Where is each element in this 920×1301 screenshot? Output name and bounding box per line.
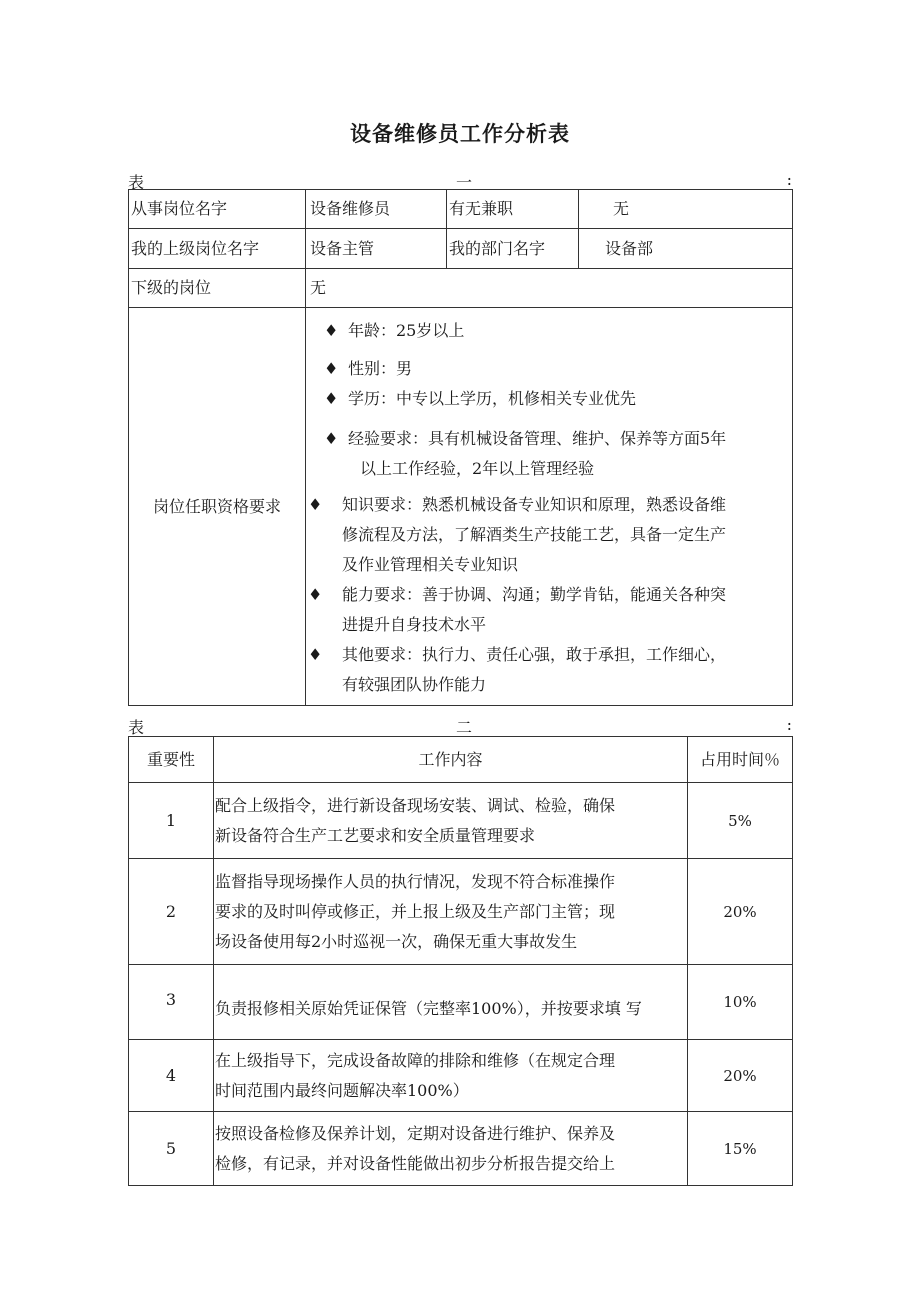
req-knowledge-cont1: 修流程及方法，了解酒类生产技能工艺，具备一定生产 xyxy=(342,524,727,544)
bullet-icon: ♦ xyxy=(324,388,339,408)
subordinate-value: 无 xyxy=(306,269,793,308)
req-age: 年龄：25岁以上 xyxy=(348,320,465,340)
header-time: 占用时间％ xyxy=(688,737,793,783)
req-gender: 性别：男 xyxy=(348,358,413,378)
content-line: 检修，有记录，并对设备性能做出初步分析报告提交给上 xyxy=(215,1153,616,1173)
content-line: 新设备符合生产工艺要求和安全质量管理要求 xyxy=(215,825,536,845)
caption-number: 二 xyxy=(456,718,473,737)
content-line: 负责报修相关原始凭证保管（完整率100%），并按要求填 写 xyxy=(215,999,642,1018)
content-line: 场设备使用每2小时巡视一次，确保无重大事故发生 xyxy=(215,931,578,951)
content-line: 按照设备检修及保养计划，定期对设备进行维护、保养及 xyxy=(215,1123,616,1143)
row-time: 15% xyxy=(688,1112,793,1186)
table-row xyxy=(129,1112,793,1186)
superior-label: 我的上级岗位名字 xyxy=(129,229,306,269)
part-time-value: 无 xyxy=(579,190,793,229)
req-ability: 能力要求：善于协调、沟通；勤学肯钻，能通关各种突 xyxy=(342,584,727,604)
req-other: 其他要求：执行力、责任心强，敢于承担，工作细心， xyxy=(342,644,727,664)
table2-caption xyxy=(128,715,792,735)
req-knowledge: 知识要求：熟悉机械设备专业知识和原理，熟悉设备维 xyxy=(342,494,727,514)
table1-caption xyxy=(128,170,792,190)
job-title-value: 设备维修员 xyxy=(306,190,447,229)
row-content xyxy=(214,783,688,859)
req-knowledge-cont2: 及作业管理相关专业知识 xyxy=(342,554,519,574)
part-time-label: 有无兼职 xyxy=(447,190,579,229)
job-title-label: 从事岗位名字 xyxy=(129,190,306,229)
table-row xyxy=(129,783,793,859)
department-label: 我的部门名字 xyxy=(447,229,579,269)
row-content xyxy=(214,965,688,1040)
page-title: 设备维修员工作分析表 xyxy=(350,122,570,146)
caption-prefix: 表 xyxy=(128,173,145,192)
bullet-icon: ♦ xyxy=(324,320,339,340)
content-line: 配合上级指令，进行新设备现场安装、调试、检验，确保 xyxy=(215,795,616,815)
department-value: 设备部 xyxy=(579,229,793,269)
req-education: 学历：中专以上学历，机修相关专业优先 xyxy=(348,388,637,408)
table-row xyxy=(129,859,793,965)
bullet-icon: ♦ xyxy=(308,584,323,604)
content-line: 时间范围内最终问题解决率100%） xyxy=(215,1080,469,1100)
header-importance: 重要性 xyxy=(129,737,214,783)
bullet-icon: ♦ xyxy=(324,428,339,448)
caption-prefix: 表 xyxy=(128,718,145,737)
superior-value: 设备主管 xyxy=(306,229,447,269)
caption-colon: : xyxy=(786,715,792,734)
content-line: 在上级指导下，完成设备故障的排除和维修（在规定合理 xyxy=(215,1050,616,1070)
req-ability-cont: 进提升自身技术水平 xyxy=(342,614,487,634)
row-time: 20% xyxy=(688,859,793,965)
job-info-table xyxy=(128,189,793,706)
bullet-icon: ♦ xyxy=(324,358,339,378)
req-experience: 经验要求：具有机械设备管理、维护、保养等方面5年 xyxy=(348,428,727,448)
row-content xyxy=(214,1040,688,1112)
row-importance: 3 xyxy=(129,965,214,1040)
row-time: 20% xyxy=(688,1040,793,1112)
content-line: 监督指导现场操作人员的执行情况，发现不符合标准操作 xyxy=(215,871,616,891)
table-row xyxy=(129,1040,793,1112)
row-time: 5% xyxy=(688,783,793,859)
req-experience-cont: 以上工作经验，2年以上管理经验 xyxy=(360,458,595,478)
row-content xyxy=(214,859,688,965)
caption-number: 一 xyxy=(456,173,473,192)
caption-colon: : xyxy=(786,170,792,189)
header-content: 工作内容 xyxy=(214,737,688,783)
table-row xyxy=(129,965,793,1040)
req-other-cont: 有较强团队协作能力 xyxy=(342,674,487,694)
row-time: 10% xyxy=(688,965,793,1040)
bullet-icon: ♦ xyxy=(308,494,323,514)
row-importance: 1 xyxy=(129,783,214,859)
requirements-label: 岗位任职资格要求 xyxy=(129,308,306,706)
row-content xyxy=(214,1112,688,1186)
bullet-icon: ♦ xyxy=(308,644,323,664)
row-importance: 2 xyxy=(129,859,214,965)
content-line: 要求的及时叫停或修正，并上报上级及生产部门主管；现 xyxy=(215,901,616,921)
work-content-table xyxy=(128,736,793,1186)
subordinate-label: 下级的岗位 xyxy=(129,269,306,308)
row-importance: 4 xyxy=(129,1040,214,1112)
row-importance: 5 xyxy=(129,1112,214,1186)
requirements-list xyxy=(306,308,793,706)
